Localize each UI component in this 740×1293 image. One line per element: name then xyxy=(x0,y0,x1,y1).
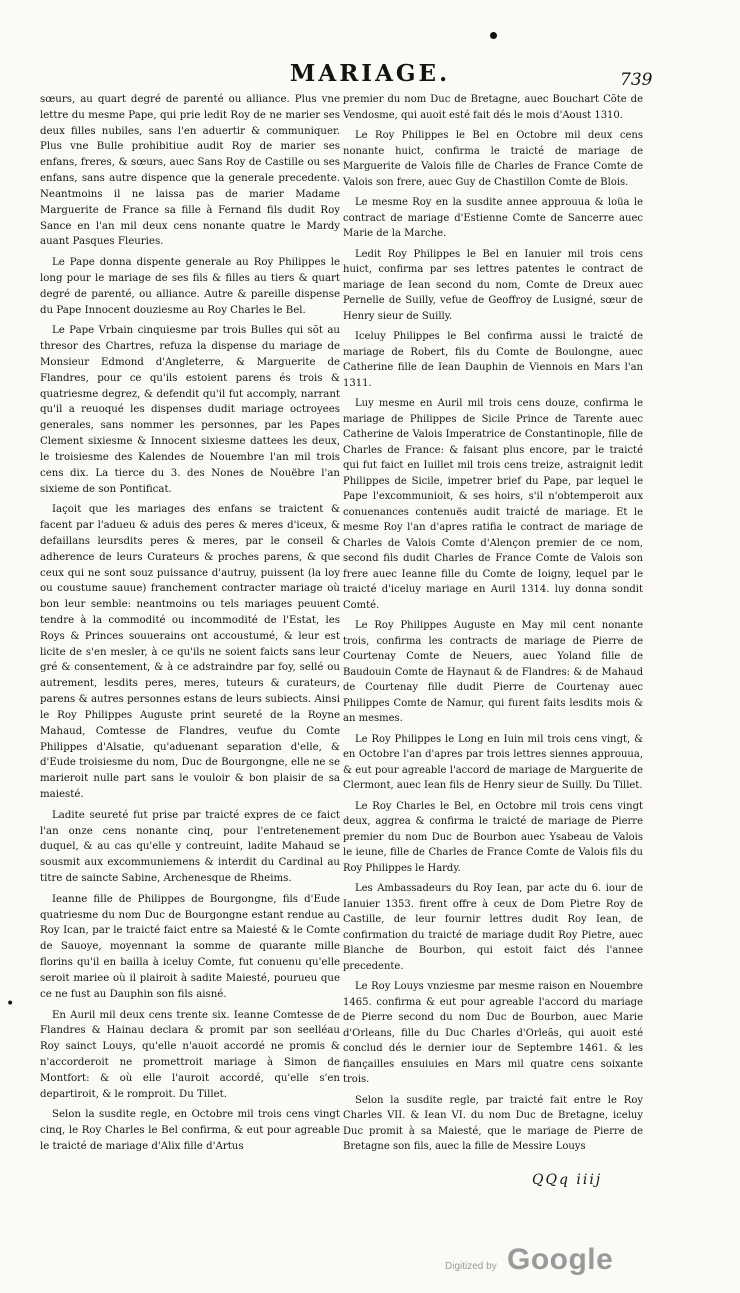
left-column xyxy=(40,92,340,1160)
paragraph: Le Roy Louys vnziesme par mesme raison en Nouembre 1465. confirma & eut pour agreable l'accord du mariage de Pierre second du nom Duc de Bourbon, auec Marie d'Orleans, fille du Duc Charles d'Orleãs, qui auoit esté conclud dés le dernier iour de Septembre 1461. & les fiançailles ensuiuies en Mars mil quatre cens soixante trois. xyxy=(343,981,643,1085)
paragraph: Le Pape Vrbain cinquiesme par trois Bulles qui sõt au thresor des Chartres, refuza la dispense du mariage de Monsieur Edmond d'Angleterre, & Marguerite de Flandres, pour ce qu'ils estoient parens és trois & quatriesme degrez, & defendit qu'il fut accomply, narrant qu'il a reuoqué les dispenses dudit mariage octroyees generales, sans nommer les personnes, par les Papes Clement sixiesme & Innocent sixiesme dattees les deux, le troisiesme des Kalendes de Nouembre l'an mil trois cens dix. La tierce du 3. des Nones de Nouëbre l'an sixieme de son Pontificat. xyxy=(40,325,340,495)
margin-mark: • xyxy=(6,996,15,1012)
paragraph: Iceluy Philippes le Bel confirma aussi le traicté de mariage de Robert, fils du Comte de Boulongne, auec Catherine fille de Iean Dauphin de Viennois en Mars l'an 1311. xyxy=(343,331,643,389)
paragraph: Ledit Roy Philippes le Bel en Ianuier mil trois cens huict, confirma par ses lettres patentes le contract de mariage de Iean second du nom, Comte de Dreux auec Pernelle de Suilly, vefue de Geoffroy de Lusigné, sœur de Henry sieur de Suilly. xyxy=(343,248,643,322)
paragraph: Le Roy Philippes Auguste en May mil cent nonante trois, confirma les contracts de mariage de Pierre de Courtenay Comte de Neuers, auec Yoland fille de Baudouin Comte de Haynaut & de Flandres: & de Mahaud de Courtenay fille dudit Pierre de Courtenay auec Philippes Comte de Namur, qui furent faits lesdits mois & an mesmes. xyxy=(343,620,643,724)
paragraph: Le Pape donna dispente generale au Roy Philippes le long pour le mariage de ses fils & filles au tiers & quart degré de parenté, ou alliance. Autre & pareille dispense du Pape Innocent douziesme au Roy Charles le Bel. xyxy=(40,257,340,316)
right-column xyxy=(343,92,643,1160)
signature-mark: QQq iiij xyxy=(532,1172,603,1188)
paragraph: Selon la susdite regle, par traicté fait entre le Roy Charles VII. & Iean VI. du nom Duc de Bretagne, iceluy Duc promit à sa Maiesté, que le mariage de Pierre de Bretagne son fils, auec la fille de Messire Louys xyxy=(343,1094,643,1152)
watermark-prefix: Digitized by xyxy=(445,1261,497,1272)
digitization-watermark xyxy=(445,1245,725,1279)
paragraph: Selon la susdite regle, en Octobre mil trois cens vingt cinq, le Roy Charles le Bel confirma, & eut pour agreable le traicté de mariage d'Alix fille d'Artus xyxy=(40,1109,340,1152)
paragraph: Ladite seureté fut prise par traicté expres de ce faict l'an onze cens nonante cinq, pour l'entretenement duquel, & au cas qu'elle y contreuint, ladite Mahaud se sousmit aux excommuniemens & interdit du Cardinal au titre de saincte Sabine, Archenesque de Rheims. xyxy=(40,809,340,884)
paragraph: Luy mesme en Auril mil trois cens douze, confirma le mariage de Philippes de Sicile Prince de Tarente auec Catherine de Valois Imperatrice de Constantinople, fille de Charles de France: & faisant plus encore, par le traicté qui fut faict en Iuillet mil trois cens treize, astraignit ledit Philippes de Sicile, impetrer brief du Pape, par lequel le Pape l'excommunioit, & ses hoirs, s'il n'obtemperoit aux conuenances contenuës audit traicté de mariage. Et le mesme Roy l'an d'apres ratifia le contract de mariage de Charles de Valois Comte d'Alençon premier de ce nom, second fils dudit Charles de France Comte de Valois son frere auec Ieanne fille du Comte de Ioigny, lequel par le traicté d'iceluy mariage en Auril 1314. luy donna sondit Comté. xyxy=(343,398,643,611)
paragraph: Les Ambassadeurs du Roy Iean, par acte du 6. iour de Ianuier 1353. firent offre à ceux de Dom Pietre Roy de Castille, de leur fournir lettres dudit Roy Iean, de confirmation du traicté de mariage dudit Roy Pietre, auec Blanche de Bourbon, qui estoit faict dés l'annee precedente. xyxy=(343,883,643,972)
paragraph: Ieanne fille de Philippes de Bourgongne, fils d'Eude quatriesme du nom Duc de Bourgongne estant rendue au Roy Ican, par le traicté faict entre sa Maiesté & le Comte de Sauoye, moyennant la somme de quarante mille florins qu'il en bailla à iceluy Comte, fut conuenu qu'elle seroit mariee où il plairoit à sadite Maiesté, pourueu que ce ne fust au Dauphin son fils aisné. xyxy=(40,893,340,1000)
watermark-logo: Google xyxy=(507,1243,614,1276)
paragraph: premier du nom Duc de Bretagne, auec Bouchart Cõte de Vendosme, qui auoit esté fait dés le mois d'Aoust 1310. xyxy=(343,94,643,121)
paragraph: Iaçoit que les mariages des enfans se traictent & facent par l'adueu & aduis des peres & meres d'iceux, & defaillans leursdits peres & meres, par le conseil & adherence de leurs Curateurs & proches parens, & que ceux qui ne sont souz puissance d'autruy, puissent (la loy ou coustume sauue) franchement contracter mariage où bon leur semble: neantmoins ou tels mariages peuuent tendre à la commodité ou incommodité de l'Estat, les Roys & Princes souuerains ont accoustumé, & leur est licite de s'en mesler, à ce qu'ils ne soient faicts sans leur gré & consentement, & à ce adstraindre par foy, sellé ou autrement, lesdits peres, meres, tuteurs & curateurs, parens & autres personnes estans de leurs subiects. Ainsi le Roy Philippes Auguste print seureté de la Royne Mahaud, Comtesse de Flandres, veufue du Comte Philippes d'Alsatie, qu'aduenant separation d'elle, & d'Eude troisiesme du nom, Duc de Bourgongne, elle ne se marieroit nulle part sans le vouloir & bon plaisir de sa maiesté. xyxy=(40,504,340,800)
paragraph: Le Roy Charles le Bel, en Octobre mil trois cens vingt deux, aggrea & confirma le traicté de mariage de Pierre premier du nom Duc de Bourbon auec Ysabeau de Valois le ieune, fille de Charles de France Comte de Valois fils du Roy Philippes le Hardy. xyxy=(343,800,643,874)
paragraph: sœurs, au quart degré de parenté ou alliance. Plus vne lettre du mesme Pape, qui prie ledit Roy de ne marier ses deux filles nubiles, sans l'en aduertir & communiquer. Plus vne Bulle prohibitiue audit Roy de marier ses enfans, freres, & sœurs, auec Sans Roy de Castille ou ses enfans, sans autre dispence que la generale precedente. Neantmoins il ne laissa pas de marier Madame Marguerite de France sa fille à Fernand fils dudit Roy Sance en l'an mil deux cens nonante quatre le Mardy auant Pasques Fleuries. xyxy=(40,94,340,248)
paragraph: En Auril mil deux cens trente six. Ieanne Comtesse de Flandres & Hainau declara & promit par son seelléau Roy sainct Louys, qu'elle n'auoit accordé ne promis & n'accorderoit ne promettroit mariage à Simon de Montfort: & où elle l'auroit accordé, qu'elle s'en departiroit, & le romproit. Du Tillet. xyxy=(40,1009,340,1100)
paragraph: Le Roy Philippes le Long en Iuin mil trois cens vingt, & en Octobre l'an d'apres par trois lettres siennes approuua, & eut pour agreable l'accord de mariage de Marguerite de Clermont, auec Iean fils de Henry sieur de Suilly. Du Tillet. xyxy=(343,733,643,791)
page-number: 739 xyxy=(620,70,653,90)
running-title: MARIAGE. xyxy=(289,60,451,87)
paragraph: Le Roy Philippes le Bel en Octobre mil deux cens nonante huict, confirma le traicté de mariage de Marguerite de Valois fille de Charles de France Comte de Valois son frere, auec Guy de Chastillon Comte de Blois. xyxy=(343,130,643,188)
paragraph: Le mesme Roy en la susdite annee approuua & loüa le contract de mariage d'Estienne Comte de Sancerre auec Marie de la Marche. xyxy=(343,197,643,239)
ink-dot xyxy=(490,32,497,39)
